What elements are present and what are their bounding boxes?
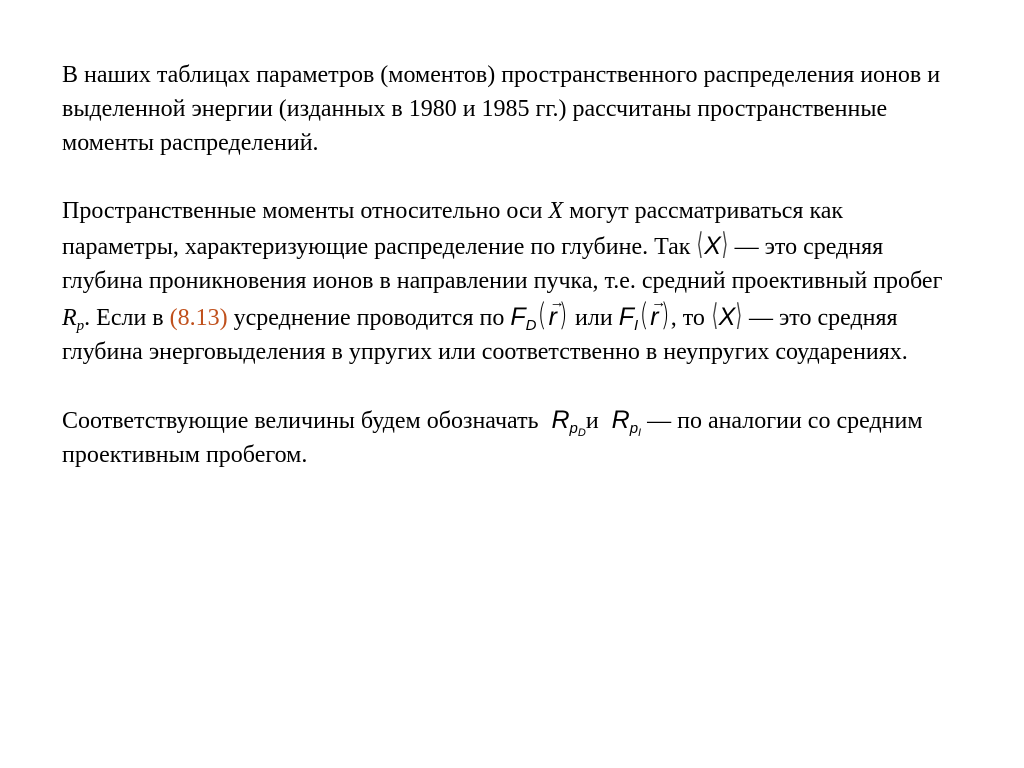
paragraph-2 [62,194,962,369]
paragraph-2-text-4: . Если в [84,305,170,331]
paragraph-2-text-3: — это средняя глубина проникновения ионов в направлении пучка, т.е. средний проективный пробег [62,234,943,294]
paragraph-3-text-2: и [585,408,605,434]
equation-reference-link[interactable]: (8.13) [169,305,228,331]
range-subscript: p [76,318,85,334]
fd-formula: $F_D(\to r)$ [510,298,569,334]
range-symbol: R [62,305,77,331]
fi-formula: $F_I(\to r)$ [619,298,671,334]
slide-content [62,58,962,472]
paragraph-2-text-5: усреднение проводится по [227,305,511,331]
paragraph-3 [62,403,962,472]
paragraph-2-text-2: могут рассматриваться как параметры, характеризующие распределение по глубине. Так [62,198,844,260]
mean-x-formula-2: ⟨X⟩ [711,298,743,333]
rpi-formula: $R_{p_I}$ [611,406,642,439]
paragraph-2-text-7: , то [670,305,711,331]
paragraph-3-text-1: Соответствующие величины будем обозначать [62,408,545,434]
paragraph-3-text-3: — по аналогии со средним проективным пробегом. [62,408,923,468]
paragraph-1: В наших таблицах параметров (моментов) пространственного распределения ионов и выделенной энергии (изданных в 1980 и 1985 гг.) рассчитаны пространственные моменты распределений. [62,62,941,156]
paragraph-2-text-8: — это средняя глубина энерговыделения в упругих или соответственно в неупругих соударениях. [62,305,908,365]
paragraph-2-text-1: Пространственные моменты относительно оси [62,198,549,224]
axis-symbol: X [548,198,564,224]
mean-x-formula: ⟨X⟩ [697,227,728,262]
rpd-formula: $R_{p_D}$ [551,406,586,439]
paragraph-2-text-6: или [569,305,619,331]
